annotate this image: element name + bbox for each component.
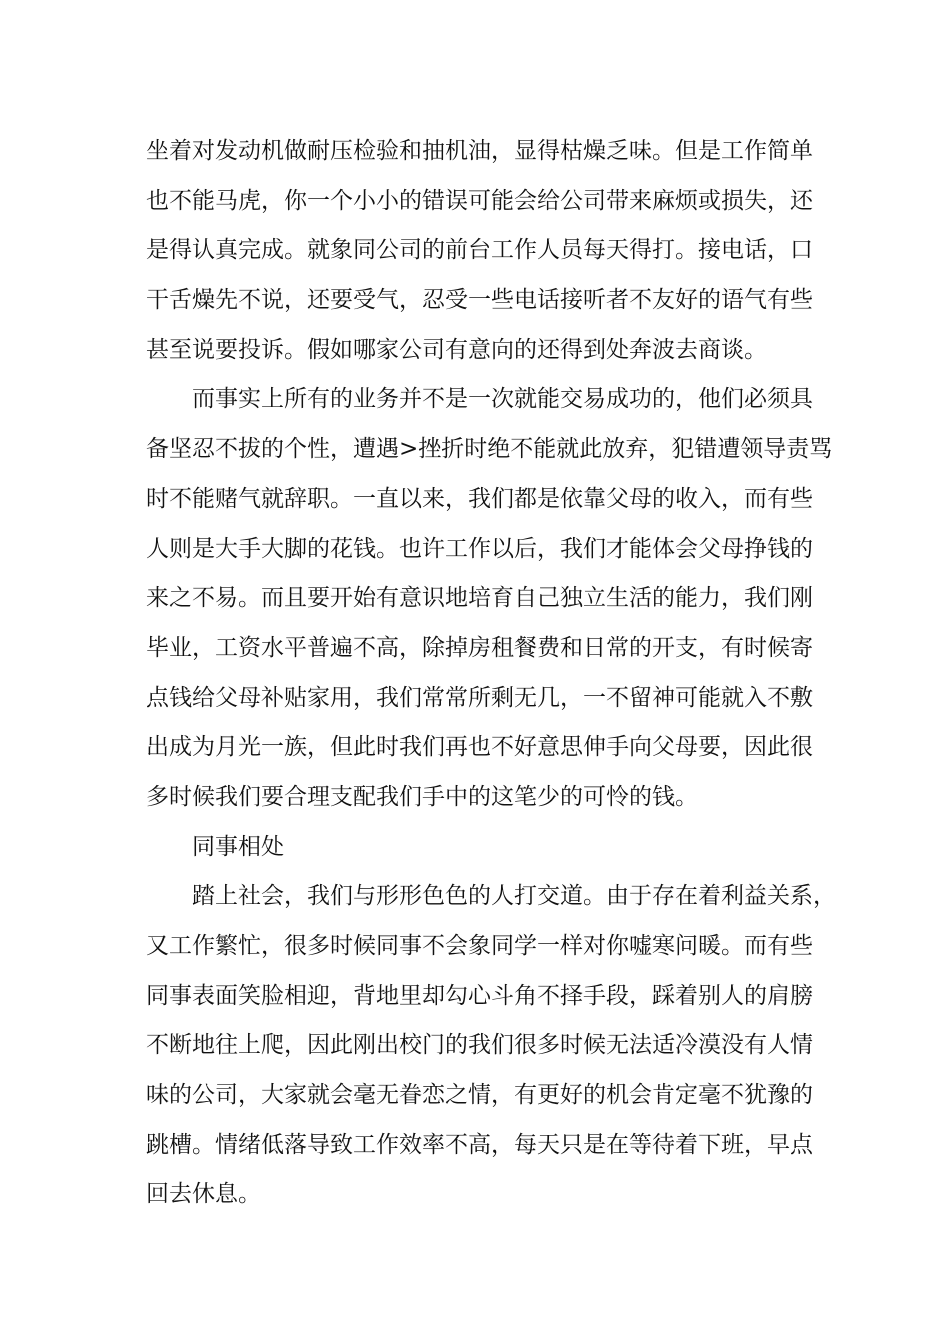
text-line: 跳槽。情绪低落导致工作效率不高，每天只是在等待着下班，早点 <box>146 1131 813 1158</box>
text-line: 人则是大手大脚的花钱。也许工作以后，我们才能体会父母挣钱的 <box>146 535 813 562</box>
text-line: 多时候我们要合理支配我们手中的这笔少的可怜的钱。 <box>146 783 698 810</box>
text-line: 是得认真完成。就象同公司的前台工作人员每天得打。接电话，口 <box>146 237 813 264</box>
text-line: 干舌燥先不说，还要受气，忍受一些电话接听者不友好的语气有些 <box>146 287 813 314</box>
text-line: 又工作繁忙，很多时候同事不会象同学一样对你嘘寒问暖。而有些 <box>146 933 813 959</box>
text-line: 出成为月光一族，但此时我们再也不好意思伸手向父母要，因此很 <box>146 734 813 761</box>
text-line: 备坚忍不拔的个性，遭遇>挫折时绝不能就此放弃，犯错遭领导责骂 <box>146 436 833 463</box>
text-line: 坐着对发动机做耐压检验和抽机油，显得枯燥乏味。但是工作简单 <box>146 138 813 164</box>
text-line: 同事表面笑脸相迎，背地里却勾心斗角不择手段，踩着别人的肩膀 <box>146 982 813 1009</box>
body-text <box>146 127 836 1220</box>
text-line: 也不能马虎，你一个小小的错误可能会给公司带来麻烦或损失，还 <box>146 187 813 214</box>
text-line: 时不能赌气就辞职。一直以来，我们都是依靠父母的收入，而有些 <box>146 485 813 512</box>
text-line: 回去休息。 <box>146 1181 261 1208</box>
text-line: 点钱给父母补贴家用，我们常常所剩无几，一不留神可能就入不敷 <box>146 684 813 711</box>
section-heading: 同事相处 <box>192 833 284 860</box>
text-line: 不断地往上爬，因此刚出校门的我们很多时候无法适冷漠没有人情 <box>146 1032 813 1059</box>
text-line: 甚至说要投诉。假如哪家公司有意向的还得到处奔波去商谈。 <box>146 336 767 363</box>
text-line: 来之不易。而且要开始有意识地培育自己独立生活的能力，我们刚 <box>146 585 813 612</box>
text-line: 味的公司，大家就会毫无眷恋之情，有更好的机会肯定毫不犹豫的 <box>146 1082 813 1109</box>
text-line: 而事实上所有的业务并不是一次就能交易成功的，他们必须具 <box>192 386 813 413</box>
text-line: 踏上社会，我们与形形色色的人打交道。由于存在着利益关系， <box>192 883 836 910</box>
text-line: 毕业，工资水平普遍不高，除掉房租餐费和日常的开支，有时候寄 <box>146 634 813 661</box>
